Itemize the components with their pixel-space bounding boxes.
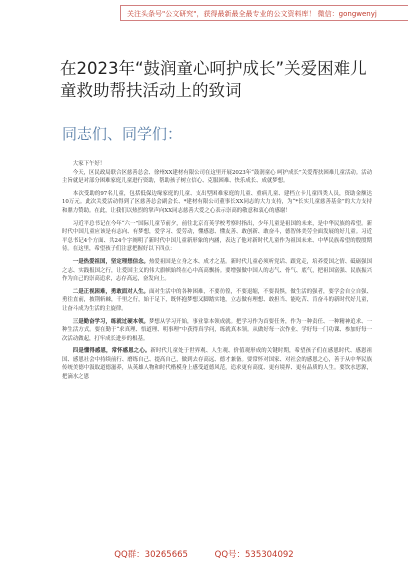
- paragraph: [62, 220, 372, 254]
- paragraph: [62, 169, 372, 186]
- paragraph-text: 大家下午好！: [72, 161, 106, 167]
- paragraph-text: 习近平总书记在今年“六一”国际儿童节前夕，前往北京育英学校考察时指出，少年儿童是祖国的未来，是中华民族的希望。新时代中国儿童应该是有志向、有梦想，爱学习、爱劳动，懂感恩、懂友善、敢创新、敢奋斗，德智体美劳全面发展的好儿童。习近平总书记4个方面、共24个字阐明了新时代中国儿童新形象的内涵，表达了他对新时代儿童作为祖国未来、中华民族希望的殷殷期待。在这里，希望孩子们注意把握好以下四点：: [62, 220, 372, 253]
- paragraph: [62, 347, 372, 381]
- paragraph-text: 新时代儿童处于世界观、人生观、价值观形成的关键时期，希望孩子们在感恩时代、感恩祖国、感恩社会中持续前行、磨练自己、提高自己，做到去存高远、德才兼备。要常怀对国家、对社会的感恩之心，善于从中华民族传统美德中汲取道德滋养，从英雄人物和时代楷模身上感受道德风范，追求更有高度、更有境界、更有品质的人生。要饮水思源，把滴水之恩: [62, 348, 372, 381]
- paragraph: [62, 288, 372, 314]
- paragraph-lead: 三是勤奋学习，练就过硬本领。: [72, 318, 149, 325]
- paragraph-text: 面对生活中的各种困难，不要彷徨，不要退缩，不要畏惧，做生活的强者，要学会自立自强、勇往直前，披荆斩棘，千里之行，始于足下，既怀抱梦想又脚踏实地，立志做有理想、敢担当、能吃苦、肯奋斗的新时代好儿童，让奋斗成为生活的主旋律。: [62, 288, 372, 312]
- paragraph: [62, 258, 372, 284]
- paragraph-text: 今天，区民政局联合区慈善总会、徐州XX建材有限公司在这里开展2023年“鼓润童心 呵护成长”关爱帮扶困难儿童活动。活动主旨就是对部分困难家庭儿童进行资助，帮助孩子树立信心、克服困难、快乐成长、成就梦想。: [62, 169, 372, 185]
- top-banner: 关注头条号"公文研究"，获得最新最全最专业的公文资料库！ 微信：gongwenyj: [120, 5, 408, 21]
- page-title: 在2023年“鼓润童心呵护成长”关爱困难儿童救助帮扶活动上的致词: [60, 59, 367, 100]
- salutation: 同志们、同学们：: [62, 125, 183, 143]
- paragraph-text: 梦想从学习开始，事业靠本领成就。把学习作为首要任务，作为一种责任、一种精神追求、一种生活方式。要在勤于“求真理、悟道理、明事理”中获得真学问，练就真本领。从做好每一次作业、学好每一门功课、参加好每一次活动做起，打牢成长进步的根基。: [62, 318, 372, 342]
- paragraph-text: 本次受助的97名儿童，包括低保边缘家庭的儿童、支出型困难家庭的儿童、重病儿童、建档立卡儿童四类人员，资助金额达10万元。此次关爱活动得到了区慈善总会副会长、*建材有限公司董事长XX同志的大力支持，为“*长实儿童慈善基金”的大力支持和鼎力赞助。在此，让我们以热烈的掌声向XX同志慈善大爱之心表示崇高的敬意和衷心的感谢！: [62, 190, 372, 214]
- paragraph: [62, 190, 372, 216]
- paragraph: [62, 160, 372, 169]
- qq-number: QQ号：535304092: [214, 550, 294, 560]
- paragraph-lead: 四是懂得感恩，常怀感恩之心。: [72, 348, 151, 355]
- footer-contact: [0, 548, 408, 560]
- body-text: [62, 160, 372, 382]
- paragraph-lead: 一是热爱祖国，坚定理想信念。: [72, 258, 149, 265]
- paragraph-lead: 二是正视困难，勇敢面对人生。: [72, 288, 149, 295]
- paragraph-text: 热爱祖国是立身之本、成才之基。新时代儿童必须听党话、跟党走，培养爱国之情、砥砺强国之志、实践报国之行，让爱国主义的伟大旗帜始终在心中高高飘扬。要增强做中国人的志气、骨气、底气，把祖国富强、民族振兴作为自己的崇高追求，志存高远，奋发向上。: [62, 258, 372, 283]
- paragraph: [62, 318, 372, 344]
- qq-group: QQ群：30265665: [114, 550, 188, 560]
